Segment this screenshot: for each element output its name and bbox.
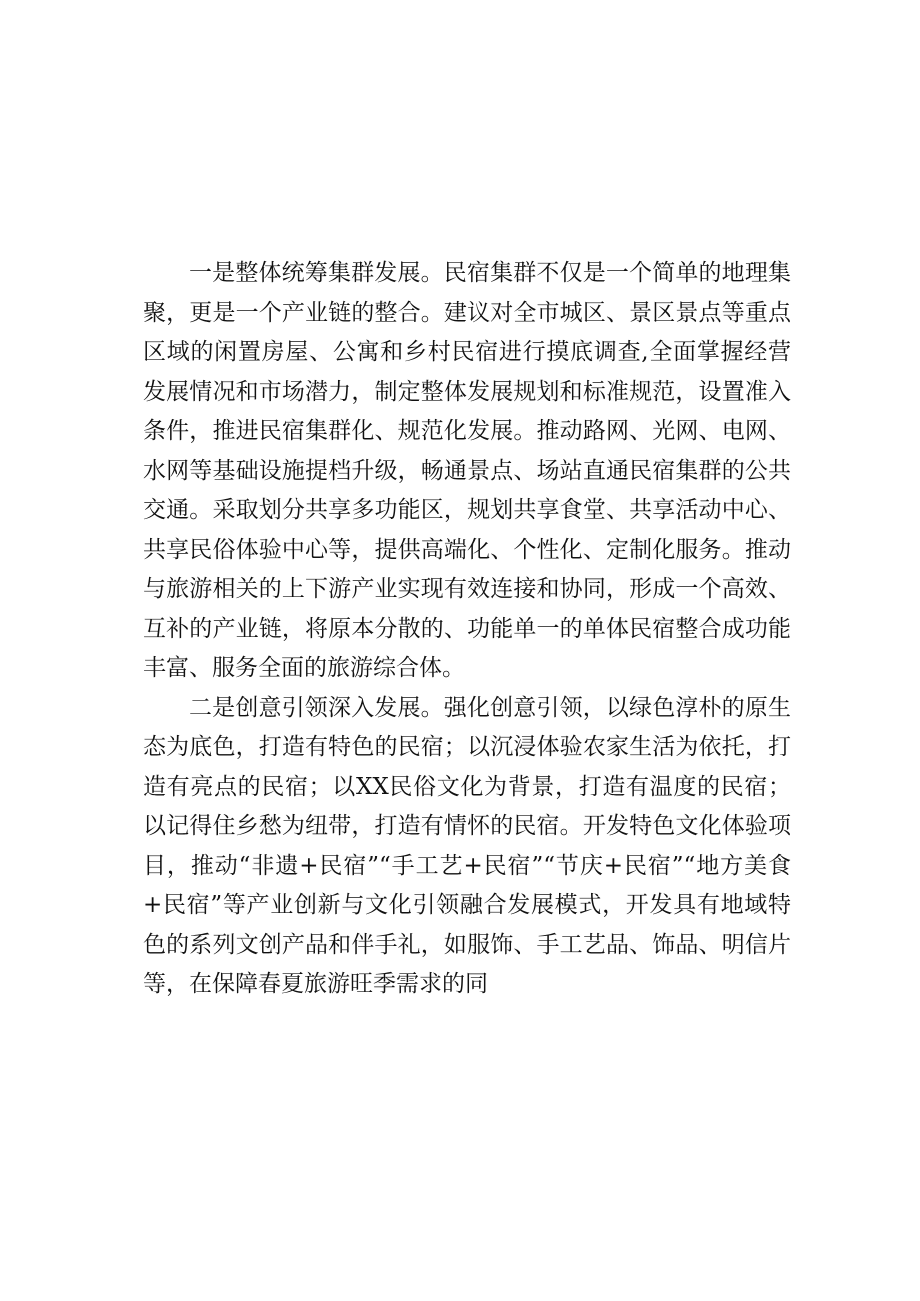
paragraph-2-lead: 二是创意引领深入发展。 — [189, 694, 444, 721]
paragraph-1 — [143, 254, 791, 689]
paragraph-2 — [143, 689, 791, 1005]
document-body — [143, 254, 791, 1005]
paragraph-1-body: 民宿集群不仅是一个简单的地理集聚，更是一个产业链的整合。建议对全市城区、景区景点等重点区域的闲置房屋、公寓和乡村民宿进行摸底调查,全面掌握经营发展情况和市场潜力，制定整体发展规划和标准规范，设置准入条件，推进民宿集群化、规范化发展。推动路网、光网、电网、水网等基础设施提档升级，畅通景点、场站直通民宿集群的公共交通。采取划分共享多功能区，规划共享食堂、共享活动中心、共享民俗体验中心等，提供高端化、个性化、定制化服务。推动与旅游相关的上下游产业实现有效连接和协同，形成一个高效、互补的产业链，将原本分散的、功能单一的单体民宿整合成功能丰富、服务全面的旅游综合体。 — [143, 260, 792, 681]
paragraph-1-lead: 一是整体统筹集群发展。 — [189, 260, 444, 286]
paragraph-2-body: 强化创意引领，以绿色淳朴的原生态为底色，打造有特色的民宿；以沉浸体验农家生活为依托，打造有亮点的民宿；以XX民俗文化为背景，打造有温度的民宿；以记得住乡愁为纽带，打造有情怀的民宿。开发特色文化体验项目，推动“非遗+民宿”“手工艺+民宿”“节庆+民宿”“地方美食+民宿”等产业创新与文化引领融合发展模式，开发具有地域特色的系列文创产品和伴手礼，如服饰、手工艺品、饰品、明信片等，在保障春夏旅游旺季需求的同 — [143, 694, 792, 997]
